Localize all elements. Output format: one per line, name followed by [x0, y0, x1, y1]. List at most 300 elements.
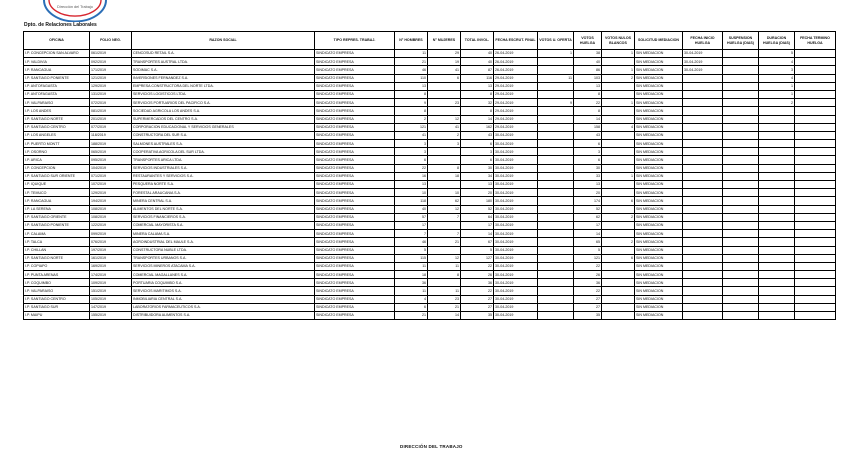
- table-cell: 30-04-2019: [494, 140, 538, 148]
- table-cell: 180: [461, 197, 494, 205]
- table-cell: 161/2019: [90, 254, 132, 262]
- table-cell: SIN MEDIACION: [635, 131, 683, 139]
- table-cell: [538, 238, 574, 246]
- table-cell: [723, 238, 759, 246]
- table-cell: I.P. CHILLAN: [24, 246, 90, 254]
- table-row: [24, 123, 836, 131]
- table-cell: [795, 66, 836, 74]
- table-cell: 22: [395, 164, 428, 172]
- table-cell: 30-04-2019: [494, 189, 538, 197]
- table-cell: 30-04-2019: [494, 181, 538, 189]
- table-cell: 26: [461, 271, 494, 279]
- table-cell: 40: [461, 50, 494, 58]
- table-cell: 108/2019: [90, 213, 132, 221]
- table-row: [24, 99, 836, 107]
- table-cell: [759, 131, 795, 139]
- table-cell: 6: [602, 197, 635, 205]
- table-cell: 14: [574, 115, 602, 123]
- table-cell: SIN MEDIACION: [635, 254, 683, 262]
- table-cell: 9: [538, 99, 574, 107]
- table-cell: 2: [602, 238, 635, 246]
- table-cell: 23: [428, 99, 461, 107]
- table-cell: [538, 148, 574, 156]
- table-cell: 30-04-2019: [494, 279, 538, 287]
- table-cell: 29: [428, 50, 461, 58]
- table-cell: INMOBILIARIA CENTRAL S.A.: [132, 295, 315, 303]
- table-cell: 13: [395, 181, 428, 189]
- table-cell: 17: [574, 221, 602, 229]
- table-cell: [795, 189, 836, 197]
- table-cell: [759, 148, 795, 156]
- table-row: [24, 254, 836, 262]
- table-cell: [795, 156, 836, 164]
- table-cell: [602, 189, 635, 197]
- table-cell: [538, 197, 574, 205]
- table-cell: [723, 189, 759, 197]
- table-cell: 30-04-2019: [683, 66, 723, 74]
- table-cell: 26-04-2019: [494, 66, 538, 74]
- table-cell: 169/2019: [90, 262, 132, 270]
- table-cell: [683, 221, 723, 229]
- table-cell: 18: [428, 172, 461, 180]
- table-cell: [723, 115, 759, 123]
- table-cell: [428, 246, 461, 254]
- table-cell: SINDICATO EMPRESA: [315, 156, 395, 164]
- column-header: RAZON SOCIAL: [132, 32, 315, 50]
- table-cell: 29-04-2019: [494, 107, 538, 115]
- table-cell: 30-04-2019: [494, 197, 538, 205]
- table-cell: [683, 205, 723, 213]
- table-cell: [538, 205, 574, 213]
- table-cell: I.P. CALAMA: [24, 230, 90, 238]
- table-cell: I.P. SANTIAGO SUR: [24, 303, 90, 311]
- table-cell: 8: [395, 107, 428, 115]
- table-cell: SIN MEDIACION: [635, 140, 683, 148]
- table-cell: [683, 246, 723, 254]
- table-cell: 52: [461, 205, 494, 213]
- table-cell: 13: [574, 82, 602, 90]
- table-cell: [602, 156, 635, 164]
- table-cell: 36: [461, 279, 494, 287]
- table-cell: SIN MEDIACION: [635, 230, 683, 238]
- table-cell: [723, 287, 759, 295]
- table-cell: SIN MEDIACION: [635, 189, 683, 197]
- table-cell: 30-04-2019: [494, 238, 538, 246]
- table-cell: 129/2019: [90, 82, 132, 90]
- table-cell: [759, 262, 795, 270]
- table-cell: 46: [395, 238, 428, 246]
- table-cell: 121/2019: [90, 74, 132, 82]
- table-cell: SINDICATO EMPRESA: [315, 82, 395, 90]
- table-cell: I.P. LOS ANGELES: [24, 131, 90, 139]
- table-cell: 072/2019: [90, 99, 132, 107]
- table-row: [24, 50, 836, 58]
- column-header: FOLIO NEG.: [90, 32, 132, 50]
- table-cell: FORESTAL ARAUCANIA S.A.: [132, 189, 315, 197]
- table-cell: [538, 312, 574, 320]
- table-row: [24, 148, 836, 156]
- table-cell: 30-04-2019: [494, 254, 538, 262]
- table-row: [24, 271, 836, 279]
- table-cell: [538, 246, 574, 254]
- table-cell: 061/2019: [90, 50, 132, 58]
- column-header: N° MUJERES: [428, 32, 461, 50]
- table-cell: 43: [574, 131, 602, 139]
- table-cell: 40: [461, 58, 494, 66]
- table-cell: SIN MEDIACION: [635, 213, 683, 221]
- table-cell: I.P. COPIAPO: [24, 262, 90, 270]
- table-cell: I.P. SANTIAGO NORTE: [24, 254, 90, 262]
- table-cell: SINDICATO EMPRESA: [315, 254, 395, 262]
- table-row: [24, 287, 836, 295]
- table-row: [24, 140, 836, 148]
- table-cell: [723, 123, 759, 131]
- column-header: TIPO REPRES. TRABAJ.: [315, 32, 395, 50]
- table-cell: 4: [395, 295, 428, 303]
- table-cell: 171/2019: [90, 66, 132, 74]
- table-cell: LABORATORIOS FARMACEUTICOS S.A.: [132, 303, 315, 311]
- table-cell: [683, 287, 723, 295]
- table-cell: [759, 164, 795, 172]
- table-cell: SIN MEDIACION: [635, 303, 683, 311]
- table-cell: [428, 90, 461, 98]
- table-cell: [602, 271, 635, 279]
- table-cell: I.P. VALPARAISO: [24, 99, 90, 107]
- table-cell: SIN MEDIACION: [635, 58, 683, 66]
- table-row: [24, 131, 836, 139]
- table-cell: 65: [574, 238, 602, 246]
- table-cell: SINDICATO EMPRESA: [315, 74, 395, 82]
- table-cell: 40: [395, 205, 428, 213]
- table-cell: SINDICATO EMPRESA: [315, 164, 395, 172]
- table-cell: 076/2019: [90, 238, 132, 246]
- table-cell: [538, 230, 574, 238]
- table-cell: 1: [602, 50, 635, 58]
- table-cell: 20: [461, 189, 494, 197]
- table-cell: [683, 254, 723, 262]
- table-cell: SIN MEDIACION: [635, 246, 683, 254]
- table-cell: 30-04-2019: [494, 172, 538, 180]
- column-header: DURACION HUELGA (DIAS): [759, 32, 795, 50]
- table-cell: [759, 123, 795, 131]
- table-cell: [428, 279, 461, 287]
- table-cell: 109/2019: [90, 279, 132, 287]
- table-cell: 12: [428, 115, 461, 123]
- table-cell: I.P. VALPARAISO: [24, 287, 90, 295]
- column-header: TOTAL INVOL.: [461, 32, 494, 50]
- column-header: FECHA TERMINO HUELGA: [795, 32, 836, 50]
- table-row: [24, 66, 836, 74]
- table-cell: [683, 181, 723, 189]
- table-cell: [759, 312, 795, 320]
- table-cell: SINDICATO EMPRESA: [315, 123, 395, 131]
- table-cell: SINDICATO EMPRESA: [315, 66, 395, 74]
- table-cell: 151/2019: [90, 287, 132, 295]
- table-cell: 30-04-2019: [494, 295, 538, 303]
- table-cell: [538, 287, 574, 295]
- table-cell: SINDICATO EMPRESA: [315, 107, 395, 115]
- table-cell: TRANSPORTES ARICA LTDA.: [132, 156, 315, 164]
- table-cell: 2: [602, 74, 635, 82]
- table-cell: [759, 271, 795, 279]
- table-cell: 13: [395, 82, 428, 90]
- table-cell: 30-04-2019: [494, 221, 538, 229]
- table-cell: SERVICIOS FINANCIEROS S.A.: [132, 213, 315, 221]
- table-cell: 104/2019: [90, 164, 132, 172]
- table-cell: I.P. VALDIVIA: [24, 58, 90, 66]
- table-cell: [538, 140, 574, 148]
- table-cell: [795, 295, 836, 303]
- table-cell: SIN MEDIACION: [635, 99, 683, 107]
- table-cell: [723, 205, 759, 213]
- table-cell: DISTRIBUIDORA ALIMENTOS S.A.: [132, 312, 315, 320]
- table-cell: [538, 172, 574, 180]
- table-cell: SIN MEDIACION: [635, 205, 683, 213]
- table-cell: [759, 279, 795, 287]
- table-cell: [602, 131, 635, 139]
- table-cell: 5: [395, 246, 428, 254]
- table-cell: SINDICATO EMPRESA: [315, 205, 395, 213]
- table-cell: [723, 148, 759, 156]
- table-cell: 6: [395, 303, 428, 311]
- table-cell: 1: [602, 172, 635, 180]
- table-cell: SIN MEDIACION: [635, 74, 683, 82]
- table-body: [24, 50, 836, 320]
- table-cell: 30-04-2019: [494, 303, 538, 311]
- table-cell: [723, 303, 759, 311]
- table-cell: 30: [461, 164, 494, 172]
- table-cell: [795, 279, 836, 287]
- table-cell: 30-04-2019: [494, 271, 538, 279]
- table-cell: AGROINDUSTRIAL DEL MAULE S.A.: [132, 238, 315, 246]
- table-cell: 57: [395, 213, 428, 221]
- table-cell: [538, 58, 574, 66]
- table-cell: 118: [395, 197, 428, 205]
- table-cell: 108/2019: [90, 205, 132, 213]
- table-cell: 5: [759, 50, 795, 58]
- table-cell: SIN MEDIACION: [635, 262, 683, 270]
- table-cell: SINDICATO EMPRESA: [315, 58, 395, 66]
- table-cell: [795, 172, 836, 180]
- table-cell: [602, 90, 635, 98]
- table-cell: [683, 148, 723, 156]
- table-cell: SINDICATO EMPRESA: [315, 181, 395, 189]
- table-cell: 29-04-2019: [494, 123, 538, 131]
- table-cell: [795, 197, 836, 205]
- table-cell: 27: [461, 303, 494, 311]
- table-cell: 147/2019: [90, 303, 132, 311]
- table-cell: [723, 66, 759, 74]
- table-cell: 3: [759, 66, 795, 74]
- table-cell: [723, 82, 759, 90]
- table-cell: 38: [574, 50, 602, 58]
- table-cell: 092/2019: [90, 58, 132, 66]
- table-cell: [428, 181, 461, 189]
- table-cell: 21: [428, 303, 461, 311]
- table-cell: 30-04-2019: [494, 246, 538, 254]
- table-cell: 174/2019: [90, 271, 132, 279]
- table-cell: 077/2019: [90, 123, 132, 131]
- direccion-del-trabajo-logo: [40, 0, 110, 22]
- table-cell: [538, 181, 574, 189]
- table-cell: [428, 148, 461, 156]
- table-cell: [602, 312, 635, 320]
- column-header: VOTOS HUELGA: [574, 32, 602, 50]
- table-row: [24, 279, 836, 287]
- table-cell: PESQUERA NORTE S.A.: [132, 181, 315, 189]
- table-cell: SIN MEDIACION: [635, 123, 683, 131]
- table-row: [24, 262, 836, 270]
- table-cell: I.P. SANTIAGO NORTE: [24, 115, 90, 123]
- table-cell: [538, 90, 574, 98]
- table-cell: INVERSIONES FERNANDEZ S.A.: [132, 74, 315, 82]
- table-cell: 30-04-2019: [494, 164, 538, 172]
- table-cell: 081/2019: [90, 107, 132, 115]
- table-cell: [723, 262, 759, 270]
- table-cell: 10: [395, 189, 428, 197]
- table-cell: [538, 254, 574, 262]
- table-row: [24, 238, 836, 246]
- table-cell: SINDICATO EMPRESA: [315, 140, 395, 148]
- table-cell: [795, 312, 836, 320]
- table-cell: [723, 164, 759, 172]
- table-cell: 188/2019: [90, 140, 132, 148]
- table-cell: 11: [428, 287, 461, 295]
- table-cell: [723, 156, 759, 164]
- table-cell: SIN MEDIACION: [635, 197, 683, 205]
- table-cell: 107/2019: [90, 181, 132, 189]
- table-cell: [683, 271, 723, 279]
- table-cell: SINDICATO EMPRESA: [315, 230, 395, 238]
- table-cell: 121: [395, 123, 428, 131]
- table-cell: 17: [395, 221, 428, 229]
- table-cell: [795, 50, 836, 58]
- table-cell: 11: [395, 50, 428, 58]
- column-header: VOTOS U. OFERTA: [538, 32, 574, 50]
- table-cell: 21: [395, 58, 428, 66]
- table-cell: [683, 131, 723, 139]
- table-cell: 6: [461, 140, 494, 148]
- table-cell: [683, 230, 723, 238]
- table-cell: SIN MEDIACION: [635, 271, 683, 279]
- table-cell: SIN MEDIACION: [635, 295, 683, 303]
- table-cell: 127: [461, 254, 494, 262]
- table-cell: 27: [574, 295, 602, 303]
- table-cell: 27: [574, 303, 602, 311]
- table-cell: SINDICATO EMPRESA: [315, 50, 395, 58]
- table-cell: [795, 58, 836, 66]
- table-cell: [795, 254, 836, 262]
- table-cell: 30-04-2019: [494, 213, 538, 221]
- table-cell: SIN MEDIACION: [635, 164, 683, 172]
- table-cell: I.P. RANCAGUA: [24, 66, 90, 74]
- table-cell: SIN MEDIACION: [635, 156, 683, 164]
- table-cell: 22: [461, 262, 494, 270]
- table-cell: 3: [574, 148, 602, 156]
- table-cell: 21: [428, 238, 461, 246]
- table-cell: CORPORACION EDUCACIONAL Y SERVICIOS GENERALES: [132, 123, 315, 131]
- table-cell: [795, 271, 836, 279]
- table-cell: [683, 213, 723, 221]
- table-row: [24, 303, 836, 311]
- table-cell: 26: [574, 271, 602, 279]
- table-cell: [538, 213, 574, 221]
- table-cell: CONSTRUCTORA DEL SUR S.A.: [132, 131, 315, 139]
- table-cell: I.P. CONCEPCION: [24, 164, 90, 172]
- table-cell: 1: [602, 66, 635, 74]
- table-cell: [428, 156, 461, 164]
- table-cell: PORTUARIA COQUIMBO S.A.: [132, 279, 315, 287]
- table-cell: 22: [574, 99, 602, 107]
- table-cell: 22: [574, 262, 602, 270]
- table-cell: 065/2019: [90, 148, 132, 156]
- table-cell: [723, 230, 759, 238]
- column-header: FECHA INICIO HUELGA: [683, 32, 723, 50]
- table-cell: 41: [395, 131, 428, 139]
- table-cell: [683, 172, 723, 180]
- table-cell: [723, 295, 759, 303]
- table-cell: [723, 221, 759, 229]
- table-cell: 64: [461, 213, 494, 221]
- table-cell: 52: [574, 205, 602, 213]
- table-cell: [602, 221, 635, 229]
- table-cell: [795, 164, 836, 172]
- table-cell: 30-04-2019: [494, 148, 538, 156]
- table-cell: SODIMAC S.A.: [132, 66, 315, 74]
- table-cell: SERVICIOS PORTUARIOS DEL PACIFICO S.A.: [132, 99, 315, 107]
- table-cell: COOPERATIVA AGRICOLA DEL SUR LTDA.: [132, 148, 315, 156]
- column-header: VOTOS NULOS BLANCOS: [602, 32, 635, 50]
- labor-relations-table: [23, 31, 836, 320]
- table-cell: 8: [461, 107, 494, 115]
- table-cell: I.P. MAIPU: [24, 312, 90, 320]
- table-row: [24, 107, 836, 115]
- table-cell: [759, 172, 795, 180]
- table-cell: [602, 82, 635, 90]
- table-cell: 30-04-2019: [494, 205, 538, 213]
- table-row: [24, 82, 836, 90]
- table-cell: 6: [395, 156, 428, 164]
- table-cell: [428, 221, 461, 229]
- table-cell: SINDICATO EMPRESA: [315, 197, 395, 205]
- table-cell: COMERCIAL MAYORISTA S.A.: [132, 221, 315, 229]
- table-cell: [602, 181, 635, 189]
- table-cell: [759, 115, 795, 123]
- table-cell: [795, 148, 836, 156]
- table-cell: 6: [461, 156, 494, 164]
- table-cell: [538, 66, 574, 74]
- table-cell: 2: [602, 213, 635, 221]
- table-cell: [602, 140, 635, 148]
- table-cell: 158: [574, 123, 602, 131]
- table-cell: [538, 156, 574, 164]
- table-cell: CENCOSUD RETAIL S.A.: [132, 50, 315, 58]
- logo-text: Dirección del Trabajo: [57, 5, 93, 9]
- table-cell: SINDICATO EMPRESA: [315, 221, 395, 229]
- table-cell: [538, 123, 574, 131]
- table-cell: SINDICATO EMPRESA: [315, 279, 395, 287]
- table-cell: SINDICATO EMPRESA: [315, 295, 395, 303]
- table-cell: 43: [461, 131, 494, 139]
- table-row: [24, 181, 836, 189]
- table-cell: I.P. IQUIQUE: [24, 181, 90, 189]
- table-cell: 29-04-2019: [494, 99, 538, 107]
- table-cell: 18: [395, 271, 428, 279]
- table-cell: [602, 115, 635, 123]
- table-cell: 3: [428, 140, 461, 148]
- table-cell: [538, 107, 574, 115]
- table-cell: SINDICATO EMPRESA: [315, 213, 395, 221]
